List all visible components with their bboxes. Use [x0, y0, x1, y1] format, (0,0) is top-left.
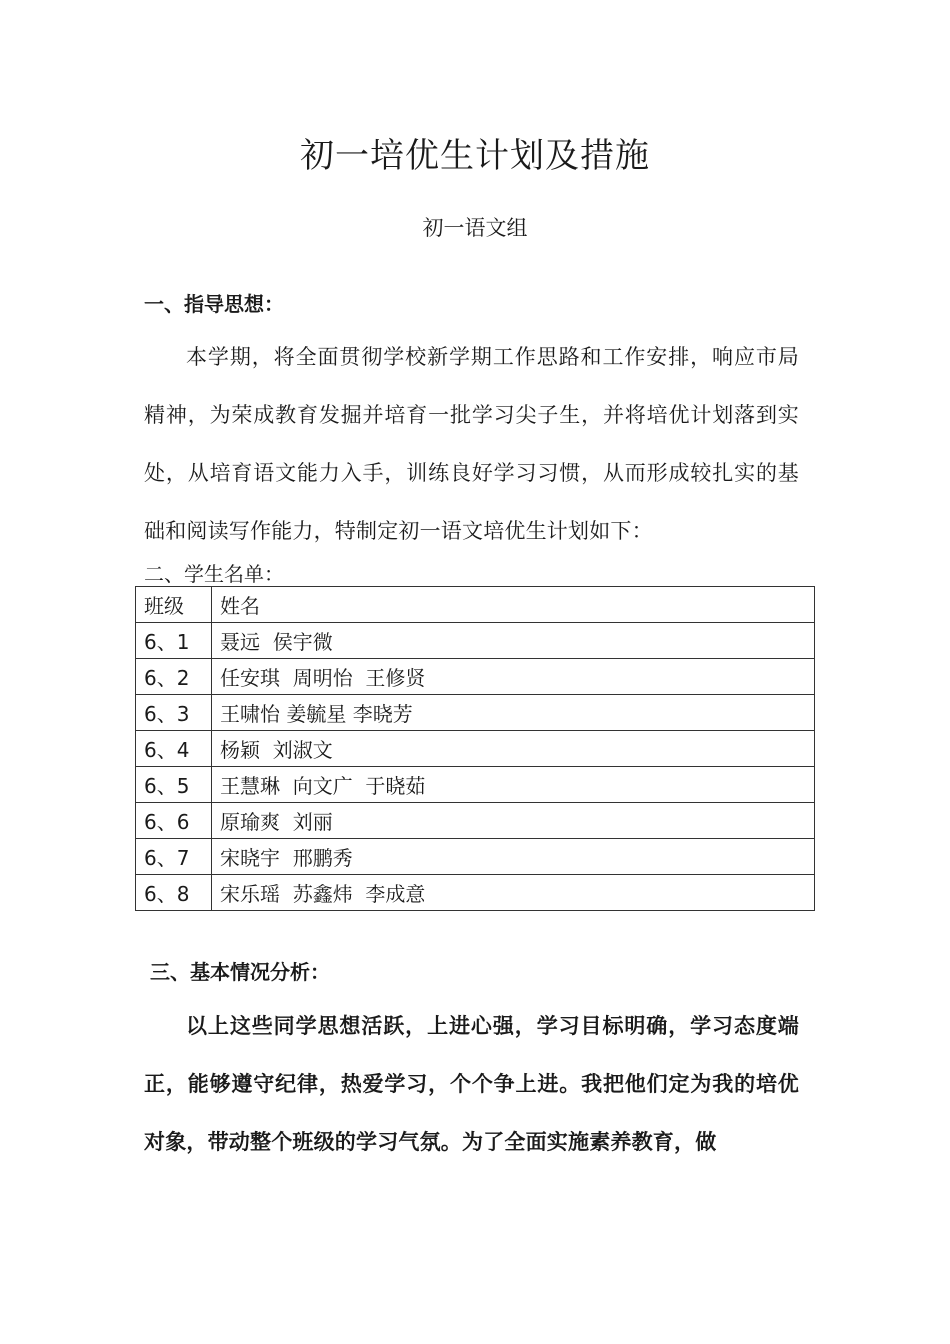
- class-cell: 6、3: [136, 695, 212, 731]
- names-cell: 原瑜爽 刘丽: [212, 803, 815, 839]
- names-cell: 杨颖 刘淑文: [212, 731, 815, 767]
- class-cell: 6、5: [136, 767, 212, 803]
- section3-paragraph: 以上这些同学思想活跃，上进心强，学习目标明确，学习态度端正，能够遵守纪律，热爱学习，个个争上进。我把他们定为我的培优对象，带动整个班级的学习气氛。为了全面实施素养教育，做: [144, 1014, 799, 1154]
- table-row: [136, 659, 815, 695]
- document-title: 初一培优生计划及措施: [300, 136, 650, 176]
- section2-heading: 二、学生名单：: [144, 562, 284, 586]
- names-cell: 王啸怡 姜毓星 李晓芳: [212, 695, 815, 731]
- class-cell: 6、6: [136, 803, 212, 839]
- table-header-row: [136, 587, 815, 623]
- names-cell: 任安琪 周明怡 王修贤: [212, 659, 815, 695]
- section1-heading: 一、指导思想：: [144, 292, 284, 316]
- table-row: [136, 767, 815, 803]
- class-cell: 6、2: [136, 659, 212, 695]
- column-header-class: 班级: [136, 587, 212, 623]
- table-row: [136, 695, 815, 731]
- document-subtitle: 初一语文组: [422, 216, 528, 240]
- section3-heading: 三、基本情况分析：: [150, 960, 330, 984]
- names-cell: 王慧琳 向文广 于晓茹: [212, 767, 815, 803]
- class-cell: 6、4: [136, 731, 212, 767]
- class-cell: 6、7: [136, 839, 212, 875]
- section1-paragraph: 本学期，将全面贯彻学校新学期工作思路和工作安排，响应市局精神，为荣成教育发掘并培育一批学习尖子生，并将培优计划落到实处，从培育语文能力入手，训练良好学习习惯，从而形成较扎实的基础和阅读写作能力，特制定初一语文培优生计划如下：: [144, 345, 799, 543]
- column-header-name: 姓名: [212, 587, 815, 623]
- names-cell: 宋晓宇 邢鹏秀: [212, 839, 815, 875]
- student-list-table: [135, 586, 815, 911]
- table-row: [136, 731, 815, 767]
- class-cell: 6、8: [136, 875, 212, 911]
- class-cell: 6、1: [136, 623, 212, 659]
- names-cell: 聂远 侯宇微: [212, 623, 815, 659]
- table-row: [136, 623, 815, 659]
- table-row: [136, 875, 815, 911]
- table-row: [136, 839, 815, 875]
- table-row: [136, 803, 815, 839]
- names-cell: 宋乐瑶 苏鑫炜 李成意: [212, 875, 815, 911]
